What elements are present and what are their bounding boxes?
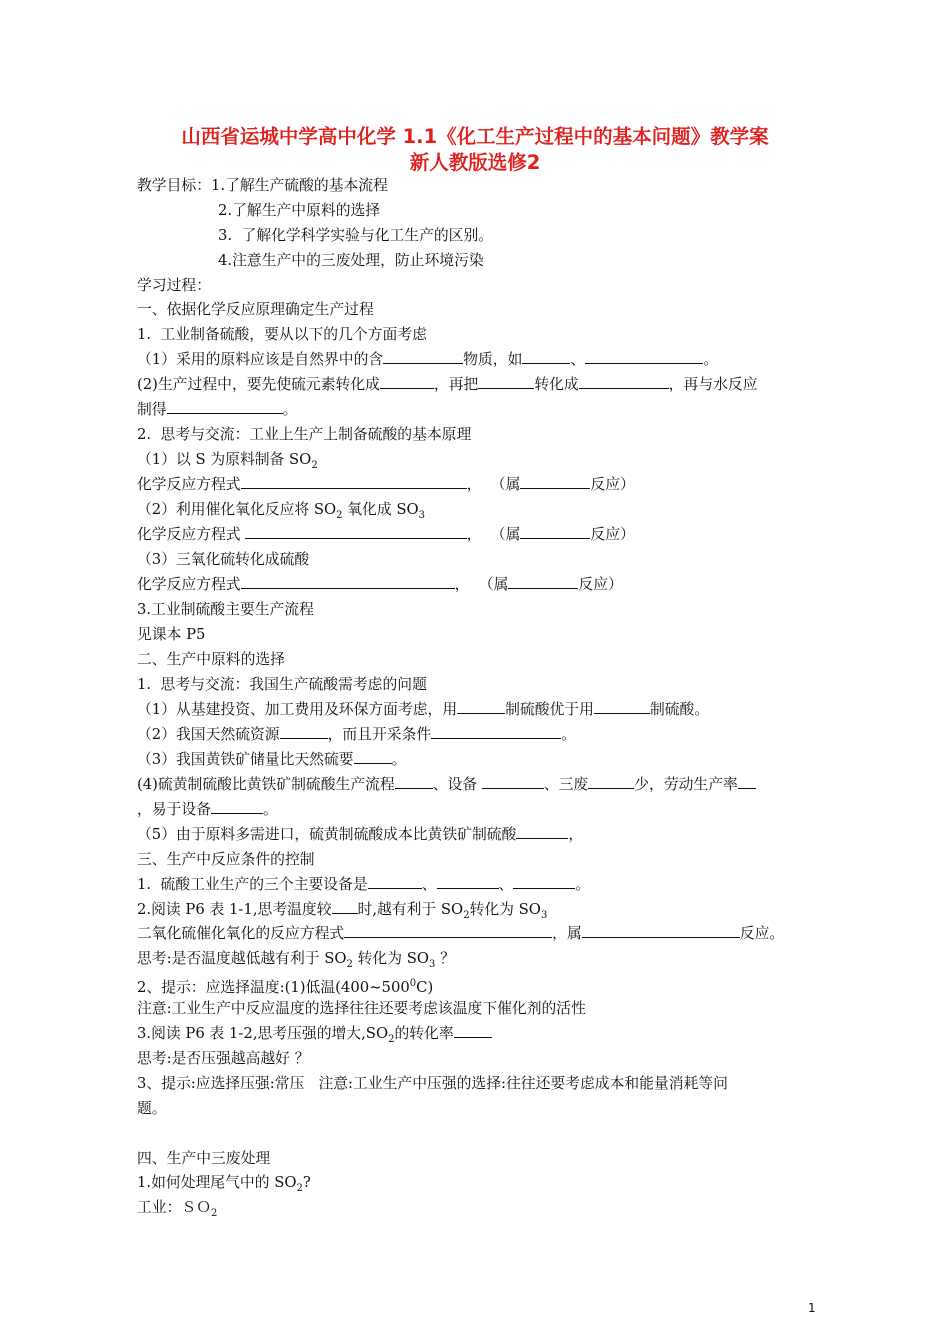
- question: 2. 思考与交流：工业上生产上制备硫酸的基本原理: [137, 426, 472, 443]
- answer-blank[interactable]: [508, 574, 578, 589]
- objective-item: 1.了解生产硫酸的基本流程: [211, 177, 388, 194]
- equation-line: 化学反应方程式 ， （属 反应）: [137, 576, 623, 593]
- question-line: 1.如何处理尾气中的 $SO_2$?: [137, 1174, 311, 1194]
- document-title-line1: 山西省运城中学高中化学 1.1《化工生产过程中的基本问题》教学案: [181, 125, 769, 148]
- section-heading: 四、生产中三废处理: [137, 1150, 271, 1167]
- answer-blank[interactable]: [588, 774, 634, 789]
- question-line: 1. 硫酸工业生产的三个主要设备是 、 、 。: [137, 876, 591, 893]
- objective-item: 2.了解生产中原料的选择: [218, 202, 381, 219]
- question-line: (4)硫黄制硫酸比黄铁矿制硫酸生产流程 、设备 、三废 少，劳动生产率: [137, 773, 756, 797]
- hint: 3、提示:应选择压强:常压 注意:工业生产中压强的选择:往往还要考虑成本和能量消耗等问: [137, 1075, 728, 1092]
- document-title-line2: 新人教版选修2: [409, 151, 541, 174]
- question-line: （3）三氧化硫转化成硫酸: [137, 551, 310, 568]
- question-line: 制得 。: [137, 401, 298, 418]
- answer-blank[interactable]: [520, 474, 590, 489]
- objectives: [137, 174, 388, 198]
- note: 注意:工业生产中反应温度的选择往往还要考虑该温度下催化剂的活性: [137, 1000, 586, 1017]
- question-line: （2）利用催化氧化反应将 $SO_2$ 氧化成 $SO_3$: [137, 501, 425, 521]
- objective-item: 4.注意生产中的三废处理，防止环境污染: [218, 252, 484, 269]
- equation-line: 化学反应方程式 ， （属 反应）: [137, 526, 635, 543]
- question-line: （3）我国黄铁矿储量比天然硫要 。: [137, 751, 407, 768]
- answer-blank[interactable]: [482, 774, 544, 789]
- objectives-label: 教学目标：: [137, 177, 211, 194]
- answer-blank[interactable]: [368, 874, 422, 889]
- answer-blank[interactable]: [516, 824, 568, 839]
- question-line: 3.阅读 P6 表 1-2,思考压强的增大$,SO_2$的转化率: [137, 1022, 492, 1052]
- answer-blank[interactable]: [380, 374, 434, 389]
- question-line: ，易于设备 。: [137, 801, 278, 818]
- question: 3.工业制硫酸主要生产流程: [137, 601, 314, 618]
- answer-blank[interactable]: [522, 349, 570, 364]
- think-question: 思考:是否压强越高越好 ？: [137, 1050, 310, 1067]
- answer-blank[interactable]: [167, 399, 283, 414]
- process-label: 学习过程：: [137, 277, 211, 294]
- answer-blank[interactable]: [520, 524, 590, 539]
- answer-blank[interactable]: [332, 899, 358, 914]
- answer-blank[interactable]: [594, 699, 650, 714]
- section-heading: 一、依据化学反应原理确定生产过程: [137, 301, 374, 318]
- question-line: （2）我国天然硫资源 ，而且开采条件 。: [137, 726, 576, 743]
- answer-blank[interactable]: [478, 374, 534, 389]
- answer-blank[interactable]: [437, 874, 499, 889]
- objective-item: 3. 了解化学科学实验与化工生产的区别。: [218, 227, 494, 244]
- question-line: 2.阅读 P6 表 1-1,思考温度较 时,越有利于 $SO_2$转化为 $SO_3$: [137, 901, 548, 921]
- section-heading: 三、生产中反应条件的控制: [137, 851, 315, 868]
- answer-blank[interactable]: [454, 1023, 492, 1038]
- equation-line: 二氧化硫催化氧化的反应方程式 ，属 反应。: [137, 925, 785, 942]
- answer-blank[interactable]: [585, 349, 703, 364]
- industry-line: 工业：ＳＯ$_2$: [137, 1199, 218, 1219]
- answer-blank[interactable]: [241, 474, 467, 489]
- answer-blank[interactable]: [383, 349, 463, 364]
- answer-blank[interactable]: [582, 923, 740, 938]
- question: 1. 思考与交流：我国生产硫酸需考虑的问题: [137, 676, 427, 693]
- page-number: 1: [808, 1301, 816, 1315]
- answer-blank[interactable]: [354, 749, 392, 764]
- question-line: （5）由于原料多需进口，硫黄制硫酸成本比黄铁矿制硫酸 ，: [137, 826, 584, 843]
- answer-blank[interactable]: [579, 374, 669, 389]
- think-question: 思考:是否温度越低越有利于 $SO_2$ 转化为 $SO_3$ ？: [137, 950, 455, 970]
- answer-blank[interactable]: [211, 799, 263, 814]
- answer-blank[interactable]: [395, 774, 433, 789]
- question-line: （1）采用的原料应该是自然界中的含 物质，如 、 。: [137, 351, 718, 368]
- textbook-reference: 见课本 P5: [137, 626, 206, 643]
- answer-blank[interactable]: [241, 574, 455, 589]
- equation-line: 化学反应方程式 ， （属 反应）: [137, 476, 635, 493]
- question-line: (2)生产过程中，要先使硫元素转化成 ，再把 转化成 ，再与水反应: [137, 376, 758, 393]
- question-line: （1）从基建投资、加工费用及环保方面考虑，用 制硫酸优于用 制硫酸。: [137, 701, 710, 718]
- question: 1. 工业制备硫酸，要从以下的几个方面考虑: [137, 326, 427, 343]
- question-line: （1）以 S 为原料制备 $SO_2$: [137, 451, 318, 471]
- answer-blank[interactable]: [280, 724, 328, 739]
- answer-blank[interactable]: [738, 774, 756, 789]
- answer-blank[interactable]: [513, 874, 575, 889]
- hint: 2、提示：应选择温度:(1)低温$(400\sim 500^0C)$: [137, 978, 434, 996]
- hint-continuation: 题。: [137, 1100, 167, 1117]
- answer-blank[interactable]: [457, 699, 505, 714]
- section-heading: 二、生产中原料的选择: [137, 651, 285, 668]
- answer-blank[interactable]: [344, 923, 552, 938]
- answer-blank[interactable]: [245, 524, 467, 539]
- answer-blank[interactable]: [431, 724, 561, 739]
